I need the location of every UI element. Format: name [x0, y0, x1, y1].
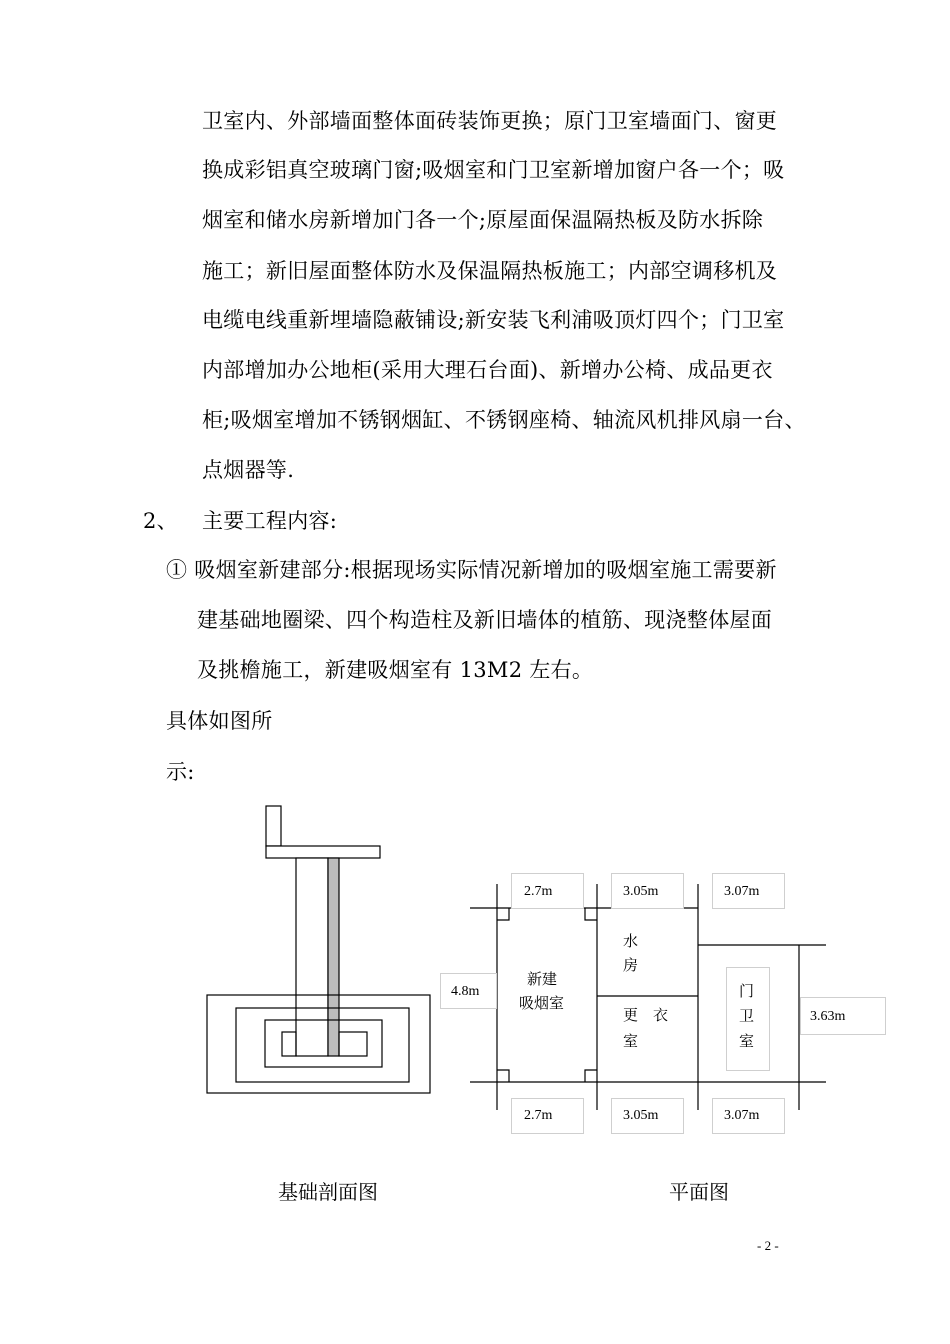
room-smoking-label: 吸烟室 [519, 996, 565, 1012]
text-line: 烟室和储水房新增加门各一个;原屋面保温隔热板及防水拆除 [202, 208, 764, 232]
foundation-section-drawing [207, 806, 430, 1093]
figure-intro: 示: [166, 760, 195, 784]
dimension-top-label: 3.05m [623, 884, 659, 899]
room-guard-label: 门 [739, 984, 755, 1000]
caption-foundation: 基础剖面图 [278, 1180, 378, 1204]
section-title: 主要工程内容: [202, 509, 338, 533]
dimension-bottom-label: 2.7m [524, 1108, 553, 1123]
text-line: 换成彩铝真空玻璃门窗;吸烟室和门卫室新增加窗户各一个；吸 [202, 158, 785, 182]
dimension-right-label: 3.63m [810, 1009, 846, 1024]
dimension-bottom-label: 3.05m [623, 1108, 659, 1123]
text-line: 施工；新旧屋面整体防水及保温隔热板施工；内部空调移机及 [202, 259, 778, 283]
caption-plan: 平面图 [669, 1180, 729, 1204]
dimension-top-label: 2.7m [524, 884, 553, 899]
text-line: ① 吸烟室新建部分:根据现场实际情况新增加的吸烟室施工需要新 [166, 558, 777, 582]
page-number: - 2 - [757, 1238, 779, 1253]
text-line: 建基础地圈梁、四个构造柱及新旧墙体的植筋、现浇整体屋面 [197, 608, 773, 632]
text-line: 点烟器等. [202, 458, 295, 482]
section-number: 2、 [143, 509, 178, 533]
text-line: 内部增加办公地柜(采用大理石台面)、新增办公椅、成品更衣 [202, 358, 773, 382]
room-changing-label: 室 [623, 1034, 639, 1050]
dimension-left-label: 4.8m [451, 984, 480, 999]
text-line: 电缆电线重新埋墙隐蔽铺设;新安装飞利浦吸顶灯四个；门卫室 [202, 308, 785, 332]
text-line: 柜;吸烟室增加不锈钢烟缸、不锈钢座椅、轴流风机排风扇一台、 [202, 408, 806, 432]
dimension-top-label: 3.07m [724, 884, 760, 899]
room-smoking-label: 新建 [527, 972, 558, 988]
room-guard-label: 卫 [739, 1009, 755, 1025]
text-line: 卫室内、外部墙面整体面砖装饰更换；原门卫室墙面门、窗更 [202, 109, 778, 133]
text-line: 及挑檐施工，新建吸烟室有 13M2 左右。 [197, 658, 594, 682]
room-water-label: 水 [623, 934, 639, 950]
room-changing-label: 更 衣 [623, 1008, 669, 1024]
figure-intro: 具体如图所 [166, 709, 273, 733]
room-guard-label: 室 [739, 1034, 755, 1050]
room-water-label: 房 [623, 958, 639, 974]
dimension-bottom-label: 3.07m [724, 1108, 760, 1123]
